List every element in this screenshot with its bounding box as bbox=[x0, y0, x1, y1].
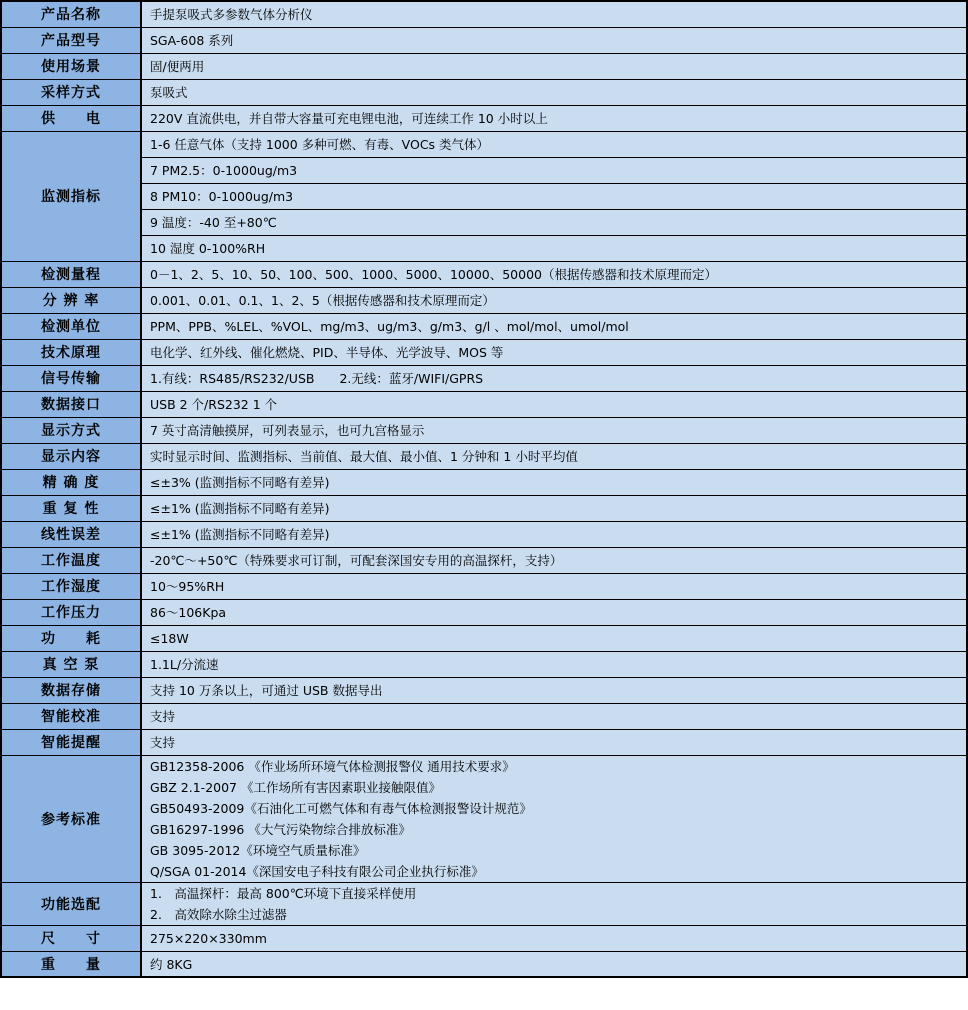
row-label-data-interface: 数据接口 bbox=[1, 391, 141, 417]
reference-standard-line: GBZ 2.1-2007 《工作场所有害因素职业接触限值》 bbox=[150, 779, 441, 795]
row-value-indicator-2: 7 PM2.5：0-1000ug/m3 bbox=[141, 157, 967, 183]
reference-standard-line: Q/SGA 01-2014《深国安电子科技有限公司企业执行标准》 bbox=[150, 863, 484, 879]
row-value-dimensions: 275×220×330mm bbox=[141, 925, 967, 951]
row-value-optional-features bbox=[141, 882, 967, 925]
row-label-display-mode: 显示方式 bbox=[1, 417, 141, 443]
table-row bbox=[1, 209, 967, 235]
table-row bbox=[1, 157, 967, 183]
row-value-working-pressure: 86～106Kpa bbox=[141, 599, 967, 625]
row-label-working-pressure: 工作压力 bbox=[1, 599, 141, 625]
table-row bbox=[1, 313, 967, 339]
row-value-indicator-5: 10 湿度 0-100%RH bbox=[141, 235, 967, 261]
row-value-indicator-3: 8 PM10：0-1000ug/m3 bbox=[141, 183, 967, 209]
row-value-vacuum-pump: 1.1L/分流速 bbox=[141, 651, 967, 677]
optional-feature-line: 1. 高温探杆：最高 800℃环境下直接采样使用 bbox=[150, 885, 417, 901]
table-row bbox=[1, 625, 967, 651]
table-row bbox=[1, 882, 967, 925]
row-value-detection-range: 0－1、2、5、10、50、100、500、1000、5000、10000、50000（根据传感器和技术原理而定） bbox=[141, 261, 967, 287]
row-label-model: 产品型号 bbox=[1, 27, 141, 53]
row-label-monitoring-indicators: 监测指标 bbox=[1, 131, 141, 261]
reference-standard-line: GB12358-2006 《作业场所环境气体检测报警仪 通用技术要求》 bbox=[150, 758, 515, 774]
table-row bbox=[1, 53, 967, 79]
reference-standard-line: GB50493-2009《石油化工可燃气体和有毒气体检测报警设计规范》 bbox=[150, 800, 532, 816]
row-value-technical-principle: 电化学、红外线、催化燃烧、PID、半导体、光学波导、MOS 等 bbox=[141, 339, 967, 365]
row-value-smart-reminder: 支持 bbox=[141, 729, 967, 755]
row-label-display-content: 显示内容 bbox=[1, 443, 141, 469]
row-value-power-consumption: ≤18W bbox=[141, 625, 967, 651]
row-label-resolution: 分 辨 率 bbox=[1, 287, 141, 313]
table-row bbox=[1, 391, 967, 417]
row-label-sampling-method: 采样方式 bbox=[1, 79, 141, 105]
reference-standard-line: GB 3095-2012《环境空气质量标准》 bbox=[150, 842, 366, 858]
table-row bbox=[1, 79, 967, 105]
row-label-detection-range: 检测量程 bbox=[1, 261, 141, 287]
row-value-model: SGA-608 系列 bbox=[141, 27, 967, 53]
table-row bbox=[1, 521, 967, 547]
table-row bbox=[1, 365, 967, 391]
table-row bbox=[1, 183, 967, 209]
row-label-vacuum-pump: 真 空 泵 bbox=[1, 651, 141, 677]
table-row bbox=[1, 131, 967, 157]
table-row bbox=[1, 951, 967, 977]
row-label-signal-transmission: 信号传输 bbox=[1, 365, 141, 391]
row-value-working-temperature: -20℃～+50℃（特殊要求可订制，可配套深国安专用的高温探杆，支持） bbox=[141, 547, 967, 573]
table-row bbox=[1, 417, 967, 443]
row-value-display-content: 实时显示时间、监测指标、当前值、最大值、最小值、1 分钟和 1 小时平均值 bbox=[141, 443, 967, 469]
row-value-indicator-1: 1-6 任意气体（支持 1000 多种可燃、有毒、VOCs 类气体） bbox=[141, 131, 967, 157]
row-value-smart-calibration: 支持 bbox=[141, 703, 967, 729]
row-label-weight: 重 量 bbox=[1, 951, 141, 977]
row-value-accuracy: ≤±3% (监测指标不同略有差异) bbox=[141, 469, 967, 495]
table-row bbox=[1, 235, 967, 261]
row-label-usage-scene: 使用场景 bbox=[1, 53, 141, 79]
row-value-working-humidity: 10～95%RH bbox=[141, 573, 967, 599]
row-value-detection-unit: PPM、PPB、%LEL、%VOL、mg/m3、ug/m3、g/m3、g/l 、mol/mol、umol/mol bbox=[141, 313, 967, 339]
row-label-smart-reminder: 智能提醒 bbox=[1, 729, 141, 755]
row-value-indicator-4: 9 温度：-40 至+80℃ bbox=[141, 209, 967, 235]
row-value-reference-standards bbox=[141, 755, 967, 882]
table-row bbox=[1, 339, 967, 365]
row-label-product-name: 产品名称 bbox=[1, 1, 141, 27]
row-label-accuracy: 精 确 度 bbox=[1, 469, 141, 495]
table-row bbox=[1, 729, 967, 755]
row-value-repeatability: ≤±1% (监测指标不同略有差异) bbox=[141, 495, 967, 521]
table-row bbox=[1, 651, 967, 677]
row-label-dimensions: 尺 寸 bbox=[1, 925, 141, 951]
row-value-display-mode: 7 英寸高清触摸屏，可列表显示，也可九宫格显示 bbox=[141, 417, 967, 443]
row-value-weight: 约 8KG bbox=[141, 951, 967, 977]
table-row bbox=[1, 495, 967, 521]
table-row bbox=[1, 677, 967, 703]
table-row bbox=[1, 573, 967, 599]
table-row bbox=[1, 27, 967, 53]
row-label-optional-features: 功能选配 bbox=[1, 882, 141, 925]
row-label-data-storage: 数据存储 bbox=[1, 677, 141, 703]
row-value-data-storage: 支持 10 万条以上，可通过 USB 数据导出 bbox=[141, 677, 967, 703]
table-row bbox=[1, 261, 967, 287]
row-value-data-interface: USB 2 个/RS232 1 个 bbox=[141, 391, 967, 417]
row-label-power-supply: 供 电 bbox=[1, 105, 141, 131]
row-value-usage-scene: 固/便两用 bbox=[141, 53, 967, 79]
row-value-resolution: 0.001、0.01、0.1、1、2、5（根据传感器和技术原理而定） bbox=[141, 287, 967, 313]
table-row bbox=[1, 105, 967, 131]
row-label-technical-principle: 技术原理 bbox=[1, 339, 141, 365]
row-label-repeatability: 重 复 性 bbox=[1, 495, 141, 521]
row-label-linearity-error: 线性误差 bbox=[1, 521, 141, 547]
table-row bbox=[1, 755, 967, 882]
row-label-power-consumption: 功 耗 bbox=[1, 625, 141, 651]
row-label-working-temperature: 工作温度 bbox=[1, 547, 141, 573]
row-value-linearity-error: ≤±1% (监测指标不同略有差异) bbox=[141, 521, 967, 547]
optional-feature-line: 2. 高效除水除尘过滤器 bbox=[150, 906, 287, 922]
table-row bbox=[1, 547, 967, 573]
row-label-working-humidity: 工作湿度 bbox=[1, 573, 141, 599]
table-row bbox=[1, 599, 967, 625]
row-value-sampling-method: 泵吸式 bbox=[141, 79, 967, 105]
table-row bbox=[1, 925, 967, 951]
row-label-reference-standards: 参考标准 bbox=[1, 755, 141, 882]
row-value-signal-transmission: 1.有线：RS485/RS232/USB 2.无线：蓝牙/WIFI/GPRS bbox=[141, 365, 967, 391]
table-row bbox=[1, 1, 967, 27]
row-value-product-name: 手提泵吸式多参数气体分析仪 bbox=[141, 1, 967, 27]
table-row bbox=[1, 443, 967, 469]
reference-standard-line: GB16297-1996 《大气污染物综合排放标准》 bbox=[150, 821, 411, 837]
row-label-smart-calibration: 智能校准 bbox=[1, 703, 141, 729]
table-row bbox=[1, 469, 967, 495]
table-row bbox=[1, 703, 967, 729]
row-value-power-supply: 220V 直流供电，并自带大容量可充电锂电池，可连续工作 10 小时以上 bbox=[141, 105, 967, 131]
table-row bbox=[1, 287, 967, 313]
row-label-detection-unit: 检测单位 bbox=[1, 313, 141, 339]
